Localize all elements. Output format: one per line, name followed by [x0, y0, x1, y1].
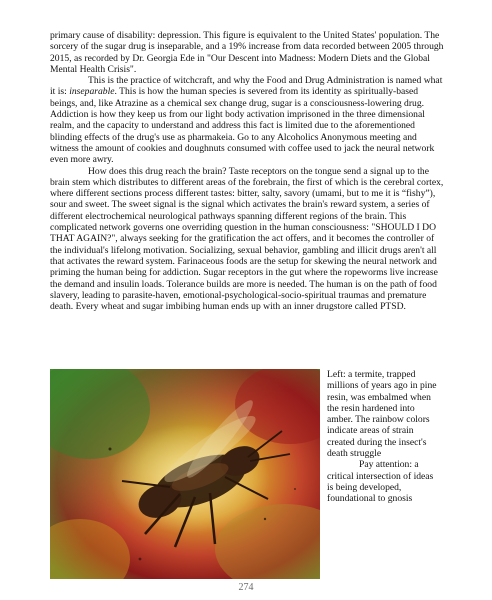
page-number: 274: [238, 582, 254, 593]
termite-amber-photo: [50, 369, 320, 579]
text-run: This is the practice of witchcraft, and why the Food and Drug Administration is named what it is:: [50, 75, 443, 98]
text-run: How does this drug reach the brain? Taste receptors on the tongue send a signal up to the brain stem which distributes to different areas of the forebrain, the first of which is the cerebral cortex, where different sections process different tastes: bitter, salty, savory (umami, but to me it is “fishy”), sour and sweet. The sweet signal is the signal which activates the brain's reward system, a series of different electrochemical neurological pathways spanning different regions of the brain. This complicated network governs one overriding question in the human consciousness: "SHOULD I DO THAT AGAIN?", always seeking for the gratification the act offers, and it becomes the controller of the individual's lifelong motivation. Socializing, sexual behavior, gambling and illicit drugs aren't all that activates the reward system. Farinaceous foods are the setup for skewing the neural network and priming the human being for addiction. Sugar receptors in the gut where the ropeworms live increase the demand and insulin loads. Tolerance builds are more is needed. The human is on the path of food slavery, leading to parasite-haven, emotional-psychological-socio-spiritual traumas and premature death. Every wheat and sugar imbibing human ends up with an inner drugstore called PTSD.: [50, 165, 444, 313]
paragraph-2: [50, 75, 446, 165]
text-run: primary cause of disability: depression. This figure is equivalent to the United States' population. The sorcery of the sugar drug is inseparable, and a 19% increase from data recorded between 2005 through 2015, as recorded by Dr. Georgia Ede in "Our Descent into Madness: Modern Diets and the Global Mental Health Crisis".: [50, 30, 444, 75]
text-run: . This is how the human species is severed from its identity as spiritually-based beings, and, like Atrazine as a chemical sex change drug, sugar is a consciousness-lowering drug. Addiction is how they keep us from our light body activation imprisoned in the three dimensional realm, and the capacity to understand and address this fact is limited due to the aforementioned blinding effects of the drug's use as pharmakeia. Go to any Alcoholics Anonymous meeting and witness the amount of cookies and doughnuts consumed with coffee used to jack the neural network even more awry.: [50, 86, 435, 166]
caption-paragraph-2: Pay attention: a critical intersection of ideas is being developed, foundational to gnosis: [327, 459, 434, 505]
body-text: [50, 30, 446, 312]
caption-paragraph-1: Left: a termite, trapped millions of years ago in pine resin, was embalmed when the resin hardened into amber. The rainbow colors indicate areas of strain created during the insect's death struggle: [327, 369, 437, 460]
emphasis-text: inseparable: [69, 86, 115, 98]
figure-caption: [327, 369, 442, 505]
paragraph-3: [50, 166, 446, 313]
paragraph-1: [50, 30, 446, 75]
